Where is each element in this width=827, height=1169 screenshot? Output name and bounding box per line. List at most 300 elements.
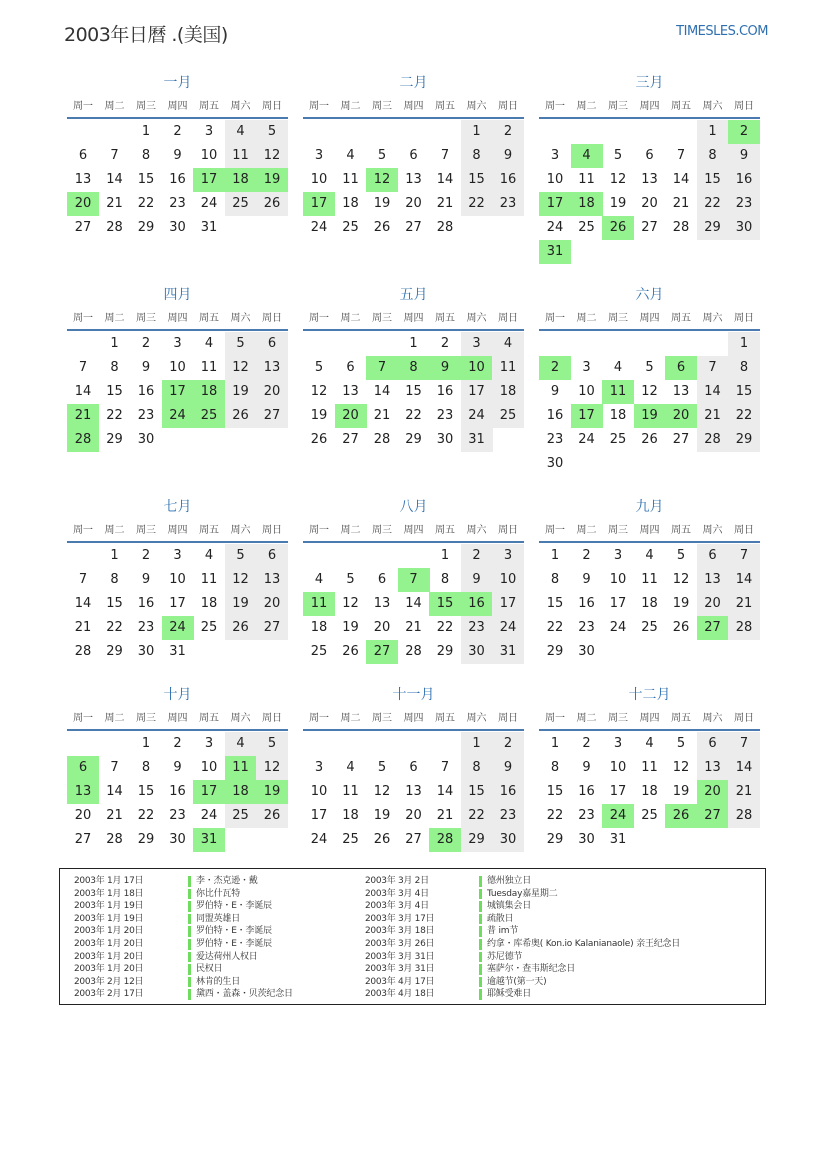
weekday-label: 周四 (167, 313, 188, 324)
weekday-label: 周二 (576, 713, 597, 724)
day-cell: 17 (609, 784, 627, 799)
day-cell: 12 (256, 144, 288, 168)
weekday-label: 周一 (73, 525, 93, 536)
day-cell: 20 (256, 380, 288, 404)
weekday-label: 周二 (104, 525, 125, 536)
weekday-label: 周五 (435, 313, 455, 324)
day-cell: 29 (405, 432, 422, 447)
day-cell: 6 (697, 544, 729, 568)
day-cell: 15 (137, 172, 155, 187)
weekday-label: 周二 (104, 313, 125, 324)
day-cell: 7 (676, 148, 686, 163)
day-cell: 30 (546, 456, 564, 471)
day-cell: 27 (74, 220, 92, 235)
day-cell: 22 (137, 808, 155, 823)
weekday-label: 周四 (403, 525, 424, 536)
day-cell: 1 (440, 548, 450, 563)
day-cell: 13 (405, 172, 422, 187)
holiday-name: 爱达荷州人权日 (196, 951, 258, 962)
day-cell: 9 (492, 144, 524, 168)
day-cell: 20 (641, 196, 658, 211)
weekday-label: 周二 (576, 101, 597, 112)
holiday-day-cell: 6 (67, 756, 99, 780)
holiday-row (365, 913, 755, 926)
holiday-day-cell: 19 (256, 168, 288, 192)
day-cell: 7 (697, 356, 729, 380)
weekday-label: 周五 (435, 525, 455, 536)
day-cell: 5 (377, 760, 387, 775)
weekday-label: 周日 (734, 101, 754, 112)
holiday-name: 李・杰克逊・戴 (196, 876, 258, 886)
holiday-date: 2003年 1月 20日 (74, 964, 144, 975)
holiday-marker (188, 926, 191, 937)
holiday-marker (188, 964, 191, 975)
holiday-day-cell: 2 (539, 356, 571, 380)
weekday-label: 周一 (73, 101, 93, 112)
weekday-label: 周二 (104, 713, 125, 724)
day-cell: 19 (609, 196, 627, 211)
holiday-day-cell: 20 (335, 404, 367, 428)
holiday-day-cell: 15 (429, 592, 461, 616)
month-name: 三月 (635, 75, 664, 91)
day-cell: 16 (728, 168, 760, 192)
day-cell: 9 (492, 756, 524, 780)
holiday-name: 耶稣受难日 (487, 989, 532, 1000)
day-cell: 15 (546, 784, 564, 799)
weekday-label: 周三 (608, 313, 628, 324)
holiday-name: 逾越节(第一天) (487, 976, 547, 987)
day-cell: 29 (436, 644, 454, 659)
holiday-day-cell: 18 (225, 780, 257, 804)
holiday-day-cell: 9 (429, 356, 461, 380)
day-cell: 2 (440, 336, 450, 351)
day-cell: 4 (204, 548, 214, 563)
day-cell: 14 (728, 568, 760, 592)
day-cell: 26 (373, 832, 391, 847)
day-cell: 19 (373, 808, 391, 823)
weekday-label: 周五 (671, 525, 691, 536)
day-cell: 3 (613, 736, 623, 751)
day-cell: 17 (492, 592, 524, 616)
weekday-label: 周日 (734, 525, 754, 536)
holiday-row (365, 951, 755, 964)
day-cell: 18 (492, 380, 524, 404)
day-cell: 20 (373, 620, 391, 635)
day-cell: 4 (225, 732, 257, 756)
holiday-day-cell: 24 (602, 804, 634, 828)
day-cell: 25 (492, 404, 524, 428)
holiday-marker (188, 952, 191, 963)
header-divider (303, 117, 524, 119)
day-cell: 10 (609, 572, 627, 587)
day-cell: 30 (436, 432, 454, 447)
month-name: 二月 (399, 75, 428, 91)
day-cell: 2 (173, 124, 182, 139)
holiday-row (365, 925, 755, 938)
day-cell: 12 (672, 760, 690, 775)
header-divider (303, 541, 524, 543)
holiday-day-cell: 20 (697, 780, 729, 804)
day-cell: 7 (110, 148, 119, 163)
day-cell: 29 (546, 644, 564, 659)
holiday-day-cell: 28 (67, 428, 99, 452)
holiday-row (365, 888, 755, 901)
holiday-day-cell: 4 (571, 144, 603, 168)
weekday-label: 周日 (498, 525, 518, 536)
day-cell: 21 (436, 196, 454, 211)
month-name: 八月 (399, 499, 428, 515)
holiday-day-cell: 17 (571, 404, 603, 428)
weekday-label: 周四 (639, 713, 660, 724)
holiday-name: 塞萨尔・查韦斯纪念日 (487, 964, 576, 975)
day-cell: 3 (173, 336, 182, 351)
holiday-day-cell: 19 (634, 404, 666, 428)
holiday-name: 疏散日 (487, 913, 514, 924)
weekday-label: 周四 (403, 313, 424, 324)
header-divider (67, 117, 288, 119)
weekday-label: 周六 (466, 713, 487, 724)
weekday-label: 周二 (576, 525, 597, 536)
day-cell: 12 (672, 572, 690, 587)
day-cell: 1 (461, 120, 493, 144)
day-cell: 5 (314, 360, 324, 375)
weekday-label: 周日 (262, 101, 282, 112)
day-cell: 26 (373, 220, 391, 235)
holiday-marker (479, 889, 482, 900)
day-cell: 13 (74, 172, 92, 187)
day-cell: 21 (672, 196, 690, 211)
day-cell: 11 (641, 572, 658, 587)
day-cell: 18 (342, 196, 359, 211)
weekday-label: 周六 (702, 525, 723, 536)
holiday-row (365, 875, 755, 888)
day-cell: 16 (169, 172, 186, 187)
day-cell: 11 (342, 172, 359, 187)
day-cell: 8 (141, 760, 151, 775)
day-cell: 6 (256, 332, 288, 356)
weekday-label: 周三 (136, 313, 156, 324)
day-cell: 6 (256, 544, 288, 568)
day-cell: 5 (225, 332, 257, 356)
day-cell: 23 (169, 808, 186, 823)
day-cell: 3 (314, 760, 324, 775)
holiday-day-cell: 21 (67, 404, 99, 428)
holiday-marker (479, 901, 482, 912)
day-cell: 13 (342, 384, 359, 399)
holiday-date: 2003年 1月 17日 (74, 876, 144, 886)
day-cell: 22 (546, 620, 564, 635)
weekday-label: 周二 (340, 713, 361, 724)
day-cell: 9 (173, 148, 182, 163)
day-cell: 6 (409, 148, 418, 163)
day-cell: 23 (578, 808, 595, 823)
day-cell: 3 (613, 548, 623, 563)
day-cell: 16 (137, 384, 155, 399)
day-cell: 1 (110, 336, 119, 351)
day-cell: 1 (409, 336, 418, 351)
day-cell: 28 (728, 804, 760, 828)
day-cell: 15 (405, 384, 422, 399)
day-cell: 18 (342, 808, 359, 823)
header-divider (539, 329, 760, 331)
weekday-label: 周五 (435, 713, 455, 724)
day-cell: 23 (546, 432, 564, 447)
holiday-day-cell: 28 (429, 828, 461, 852)
day-cell: 9 (582, 760, 591, 775)
holiday-date: 2003年 3月 18日 (365, 926, 435, 937)
day-cell: 21 (728, 780, 760, 804)
day-cell: 12 (373, 784, 391, 799)
day-cell: 21 (106, 808, 123, 823)
weekday-label: 周一 (309, 313, 329, 324)
day-cell: 26 (310, 432, 328, 447)
day-cell: 25 (225, 192, 257, 216)
holiday-date: 2003年 1月 20日 (74, 939, 144, 949)
weekday-label: 周六 (702, 313, 723, 324)
holiday-date: 2003年 1月 19日 (74, 913, 144, 924)
day-cell: 26 (672, 620, 690, 635)
holiday-date: 2003年 3月 17日 (365, 913, 435, 924)
weekday-label: 周六 (230, 313, 251, 324)
day-cell: 2 (141, 336, 151, 351)
day-cell: 7 (78, 360, 88, 375)
day-cell: 24 (200, 808, 218, 823)
weekday-label: 周日 (498, 313, 518, 324)
day-cell: 22 (728, 404, 760, 428)
holiday-day-cell: 17 (193, 780, 225, 804)
day-cell: 14 (74, 384, 92, 399)
weekday-label: 周五 (435, 101, 455, 112)
day-cell: 5 (613, 148, 623, 163)
day-cell: 3 (173, 548, 182, 563)
weekday-label: 周四 (639, 101, 660, 112)
day-cell: 25 (609, 432, 627, 447)
day-cell: 10 (492, 568, 524, 592)
day-cell: 9 (141, 360, 151, 375)
day-cell: 10 (609, 760, 627, 775)
holiday-day-cell: 17 (303, 192, 335, 216)
day-cell: 22 (461, 804, 493, 828)
day-cell: 2 (173, 736, 182, 751)
month-name: 五月 (399, 287, 428, 303)
month-name: 四月 (163, 287, 192, 303)
day-cell: 1 (461, 732, 493, 756)
day-cell: 16 (546, 408, 564, 423)
day-cell: 28 (405, 644, 422, 659)
holiday-day-cell: 17 (193, 168, 225, 192)
holiday-marker (479, 914, 482, 925)
day-cell: 29 (728, 428, 760, 452)
day-cell: 15 (697, 168, 729, 192)
day-cell: 7 (440, 760, 450, 775)
day-cell: 22 (405, 408, 422, 423)
day-cell: 18 (609, 408, 627, 423)
day-cell: 5 (225, 544, 257, 568)
day-cell: 7 (440, 148, 450, 163)
day-cell: 10 (200, 148, 218, 163)
weekday-label: 周一 (545, 101, 565, 112)
day-cell: 16 (492, 168, 524, 192)
day-cell: 16 (137, 596, 155, 611)
day-cell: 27 (405, 832, 422, 847)
weekday-label: 周二 (340, 525, 361, 536)
day-cell: 29 (461, 828, 493, 852)
weekday-label: 周六 (702, 713, 723, 724)
weekday-label: 周三 (136, 101, 156, 112)
day-cell: 1 (550, 736, 560, 751)
day-cell: 14 (373, 384, 391, 399)
day-cell: 7 (110, 760, 119, 775)
holiday-day-cell: 13 (67, 780, 99, 804)
day-cell: 23 (578, 620, 595, 635)
day-cell: 6 (78, 148, 88, 163)
weekday-label: 周四 (403, 713, 424, 724)
day-cell: 29 (697, 216, 729, 240)
day-cell: 15 (106, 384, 123, 399)
day-cell: 8 (550, 572, 560, 587)
day-cell: 25 (225, 804, 257, 828)
holiday-name: 德州独立日 (487, 876, 532, 886)
day-cell: 9 (728, 144, 760, 168)
weekday-label: 周日 (734, 713, 754, 724)
site-link[interactable]: TIMESLES.COM (676, 24, 768, 39)
day-cell: 25 (310, 644, 328, 659)
day-cell: 20 (405, 808, 422, 823)
day-cell: 3 (204, 736, 214, 751)
day-cell: 9 (141, 572, 151, 587)
weekday-label: 周四 (167, 713, 188, 724)
day-cell: 21 (697, 404, 729, 428)
weekday-label: 周一 (545, 525, 565, 536)
day-cell: 22 (697, 192, 729, 216)
day-cell: 7 (728, 544, 760, 568)
day-cell: 31 (461, 428, 493, 452)
day-cell: 23 (137, 620, 155, 635)
holiday-marker (188, 977, 191, 988)
day-cell: 22 (461, 192, 493, 216)
day-cell: 1 (550, 548, 560, 563)
day-cell: 1 (141, 124, 151, 139)
holiday-name: 你比什瓦特 (196, 888, 241, 899)
day-cell: 11 (492, 356, 524, 380)
day-cell: 27 (342, 432, 359, 447)
day-cell: 11 (200, 360, 218, 375)
day-cell: 5 (346, 572, 355, 587)
day-cell: 22 (106, 408, 123, 423)
day-cell: 23 (461, 616, 493, 640)
weekday-label: 周三 (372, 313, 392, 324)
holiday-day-cell: 24 (162, 616, 194, 640)
holiday-day-cell: 25 (193, 404, 225, 428)
weekday-label: 周六 (230, 525, 251, 536)
day-cell: 26 (225, 616, 257, 640)
day-cell: 2 (492, 732, 524, 756)
day-cell: 2 (582, 548, 591, 563)
day-cell: 10 (169, 360, 186, 375)
day-cell: 3 (582, 360, 591, 375)
month-name: 十一月 (392, 687, 435, 703)
day-cell: 10 (169, 572, 186, 587)
day-cell: 1 (110, 548, 119, 563)
holiday-row (365, 963, 755, 976)
day-cell: 5 (676, 548, 686, 563)
day-cell: 21 (373, 408, 391, 423)
holiday-name: 罗伯特・E・李诞辰 (196, 901, 272, 912)
day-cell: 27 (405, 220, 422, 235)
holiday-day-cell: 27 (366, 640, 398, 664)
holiday-marker (188, 939, 191, 950)
header-divider (303, 329, 524, 331)
day-cell: 4 (204, 336, 214, 351)
day-cell: 12 (256, 756, 288, 780)
header-divider (67, 729, 288, 731)
weekday-label: 周三 (372, 101, 392, 112)
day-cell: 30 (461, 640, 493, 664)
day-cell: 16 (578, 596, 595, 611)
day-cell: 17 (461, 380, 493, 404)
holiday-day-cell: 31 (539, 240, 571, 264)
header-divider (539, 117, 760, 119)
holiday-day-cell: 20 (67, 192, 99, 216)
holiday-name: 约拿・库希奥( Kon.io Kalanianaole) 亲王纪念日 (487, 939, 681, 949)
weekday-label: 周四 (403, 101, 424, 112)
day-cell: 17 (310, 808, 328, 823)
day-cell: 4 (492, 332, 524, 356)
day-cell: 13 (641, 172, 658, 187)
day-cell: 25 (578, 220, 595, 235)
day-cell: 30 (169, 832, 186, 847)
holiday-row (365, 976, 755, 989)
day-cell: 6 (409, 760, 418, 775)
day-cell: 15 (461, 168, 493, 192)
day-cell: 28 (373, 432, 391, 447)
day-cell: 24 (578, 432, 595, 447)
holiday-row (365, 900, 755, 913)
day-cell: 10 (310, 784, 328, 799)
day-cell: 24 (461, 404, 493, 428)
header-divider (67, 329, 288, 331)
day-cell: 14 (436, 172, 454, 187)
holiday-day-cell: 10 (461, 356, 493, 380)
holiday-marker (479, 989, 482, 1000)
day-cell: 14 (106, 784, 123, 799)
holiday-marker (188, 901, 191, 912)
day-cell: 21 (728, 592, 760, 616)
day-cell: 9 (550, 384, 560, 399)
holiday-day-cell: 26 (665, 804, 697, 828)
holiday-date: 2003年 3月 26日 (365, 939, 435, 949)
holiday-marker (479, 964, 482, 975)
weekday-label: 周二 (576, 313, 597, 324)
holiday-marker (479, 926, 482, 937)
holiday-day-cell: 18 (193, 380, 225, 404)
holiday-marker (479, 952, 482, 963)
weekday-label: 周一 (309, 713, 329, 724)
day-cell: 29 (137, 832, 155, 847)
month-name: 十二月 (628, 687, 671, 703)
day-cell: 12 (641, 384, 658, 399)
day-cell: 24 (310, 220, 328, 235)
holiday-day-cell: 16 (461, 592, 493, 616)
day-cell: 8 (440, 572, 450, 587)
holiday-day-cell: 11 (303, 592, 335, 616)
weekday-label: 周一 (545, 313, 565, 324)
holiday-marker (479, 977, 482, 988)
header-divider (539, 541, 760, 543)
day-cell: 11 (342, 784, 359, 799)
day-cell: 15 (137, 784, 155, 799)
weekday-label: 周六 (230, 713, 251, 724)
